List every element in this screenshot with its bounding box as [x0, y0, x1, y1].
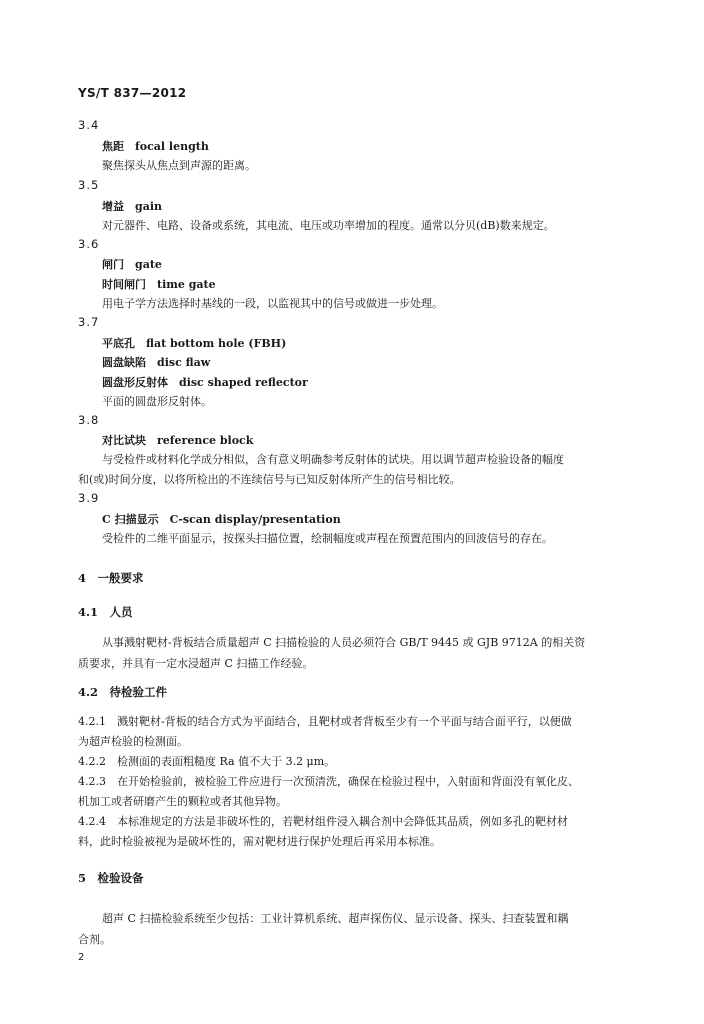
paragraph-line: 质要求，并具有一定水浸超声 C 扫描工作经验。 [78, 657, 314, 670]
subsection-heading: 4.1 人员 [78, 605, 133, 619]
page-number: 2 [78, 952, 85, 963]
paragraph-line: 4.2.2 检测面的表面粗糙度 Ra 值不大于 3.2 μm。 [78, 755, 336, 768]
paragraph-line: 4.2.1 溅射靶材-背板的结合方式为平面结合，且靶材或者背板至少有一个平面与结合面平行，以便做 [78, 715, 572, 728]
term-line: 焦距 focal length [102, 140, 209, 153]
standard-code-header: YS/T 837—2012 [78, 86, 187, 100]
paragraph-line: 机加工或者研磨产生的颗粒或者其他异物。 [78, 795, 287, 808]
clause-number: 3.5 [78, 178, 100, 192]
definition-text: 平面的圆盘形反射体。 [102, 395, 212, 408]
subsection-heading: 4.2 待检验工件 [78, 685, 168, 699]
definition-text: 与受检件或材料化学成分相似，含有意义明确参考反射体的试块。用以调节超声检验设备的幅度 [102, 453, 564, 466]
term-line: 增益 gain [102, 200, 162, 213]
term-line: 圆盘形反射体 disc shaped reflector [102, 376, 308, 389]
paragraph-line: 为超声检验的检测面。 [78, 735, 188, 748]
paragraph-line: 合剂。 [78, 933, 111, 946]
paragraph-line: 从事溅射靶材-背板结合质量超声 C 扫描检验的人员必须符合 GB/T 9445 或 GJB 9712A 的相关资 [102, 636, 586, 649]
clause-number: 3.6 [78, 237, 100, 251]
definition-text: 聚焦探头从焦点到声源的距离。 [102, 159, 256, 172]
term-line: 对比试块 reference block [102, 434, 254, 447]
term-line: 圆盘缺陷 disc flaw [102, 356, 211, 369]
paragraph-line: 料，此时检验被视为是破坏性的，需对靶材进行保护处理后再采用本标准。 [78, 835, 441, 848]
section-heading: 5 检验设备 [78, 871, 144, 885]
paragraph-line: 4.2.4 本标准规定的方法是非破坏性的，若靶材组件浸入耦合剂中会降低其品质，例如多孔的靶材材 [78, 815, 568, 828]
definition-text: 受检件的二维平面显示，按探头扫描位置，绘制幅度或声程在预置范围内的回波信号的存在。 [102, 532, 553, 545]
paragraph-line: 超声 C 扫描检验系统至少包括：工业计算机系统、超声探伤仪、显示设备、探头、扫查装置和耦 [102, 912, 569, 925]
definition-text: 对元器件、电路、设备或系统，其电流、电压或功率增加的程度。通常以分贝(dB)数来规定。 [102, 219, 555, 232]
term-line: 闸门 gate [102, 258, 162, 271]
section-heading: 4 一般要求 [78, 571, 144, 585]
definition-text: 用电子学方法选择时基线的一段，以监视其中的信号或做进一步处理。 [102, 297, 443, 310]
term-line: 时间闸门 time gate [102, 278, 216, 291]
clause-number: 3.7 [78, 315, 100, 329]
term-line: C 扫描显示 C-scan display/presentation [102, 513, 341, 526]
definition-text: 和(或)时间分度，以将所检出的不连续信号与已知反射体所产生的信号相比较。 [78, 473, 461, 486]
clause-number: 3.4 [78, 118, 100, 132]
term-line: 平底孔 flat bottom hole (FBH) [102, 337, 287, 350]
clause-number: 3.8 [78, 413, 100, 427]
paragraph-line: 4.2.3 在开始检验前，被检验工件应进行一次预清洗，确保在检验过程中，入射面和背面没有氧化皮、 [78, 775, 579, 788]
clause-number: 3.9 [78, 491, 100, 505]
